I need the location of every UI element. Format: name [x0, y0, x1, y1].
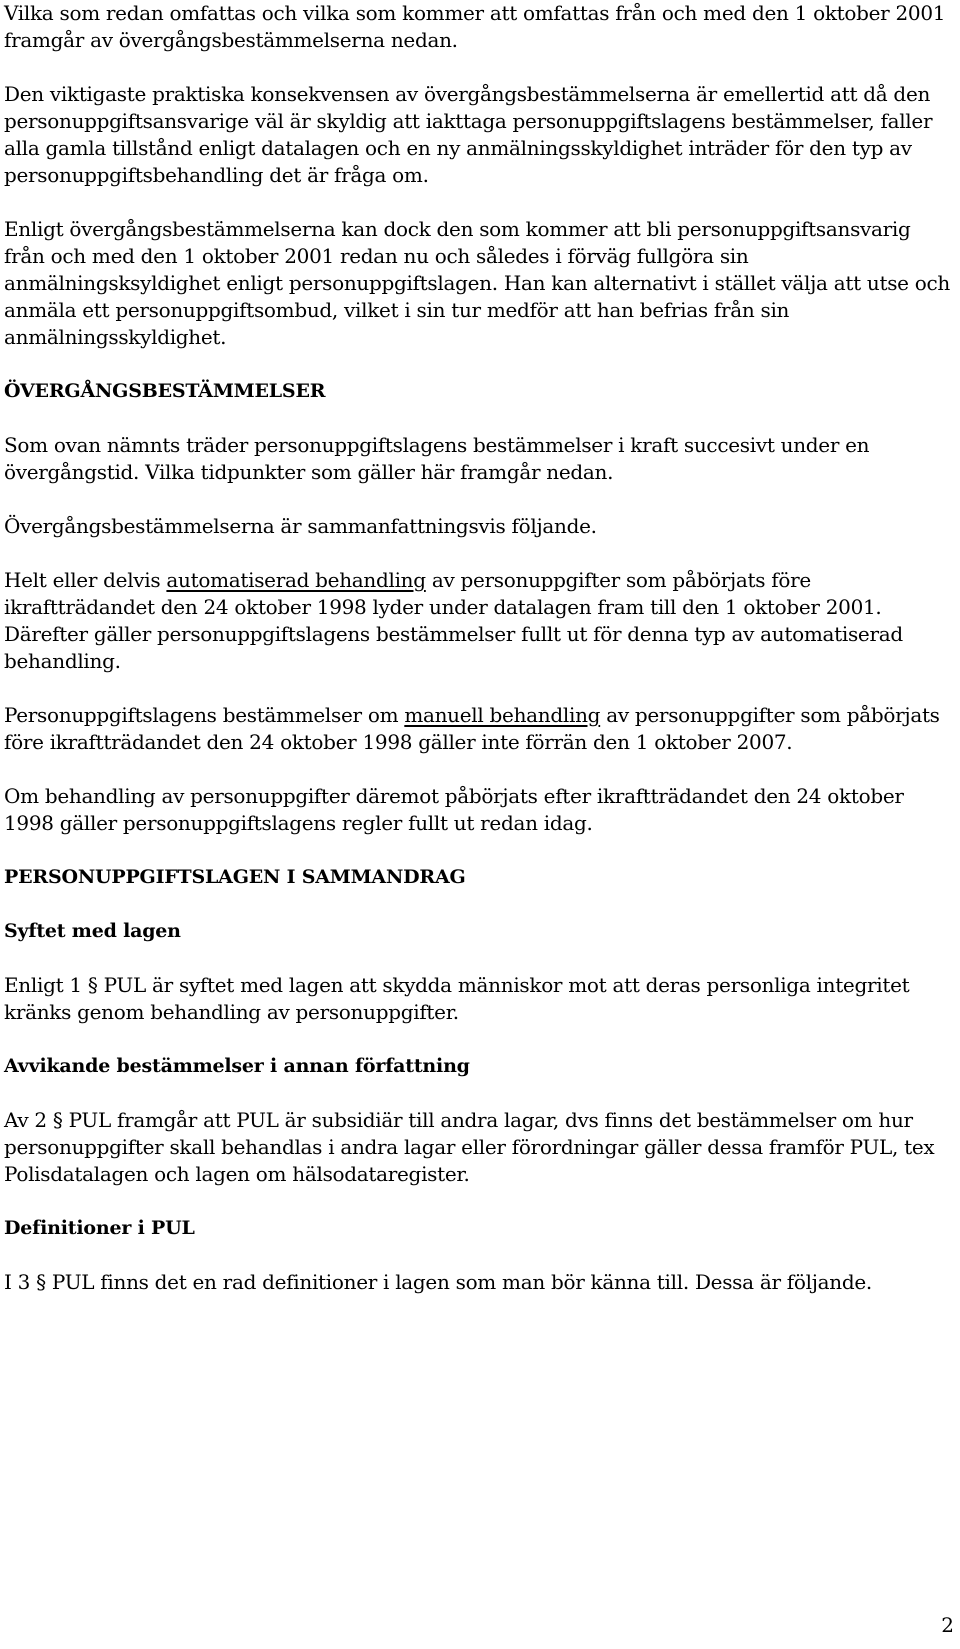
automated-processing-term: automatiserad behandling [166, 568, 426, 592]
avvikande-paragraph: Av 2 § PUL framgår att PUL är subsidiär till andra lagar, dvs finns det bestämmelser om hur personuppgifter skall behandlas i andra lagar eller förordningar gäller dessa framför PUL, tex Polisdatalagen och lagen om hälsodataregister. [4, 1108, 935, 1186]
manual-text-after: av personuppgifter som påbörjats före ikraftträdandet den 24 oktober 1998 gäller inte förrän den 1 oktober 2007. [4, 703, 940, 754]
page-number: 2 [941, 1613, 954, 1637]
overgang-intro-paragraph: Som ovan nämnts träder personuppgiftslagens bestämmelser i kraft succesivt under en övergångstid. Vilka tidpunkter som gäller här framgår nedan. [4, 433, 870, 484]
advance-notification-paragraph: Enligt övergångsbestämmelserna kan dock den som kommer att bli personuppgiftsansvarig från och med den 1 oktober 2001 redan nu och således i förväg fullgöra sin anmälningsksyldighet enligt personuppgiftslagen. Han kan alternativt i stället välja att utse och anmäla ett personuppgiftsombud, vilket i sin tur medför att han befrias från sin anmälningsskyldighet. [4, 217, 950, 349]
manual-processing-term: manuell behandling [404, 703, 601, 727]
consequence-paragraph: Den viktigaste praktiska konsekvensen av övergångsbestämmelserna är emellertid att då den personuppgiftsansvarige väl är skyldig att iakttaga personuppgiftslagens bestämmelser, faller alla gamla tillstånd enligt datalagen och en ny anmälningsskyldighet inträder för den typ av personuppgiftsbehandling det är fråga om. [4, 82, 933, 187]
manual-processing-paragraph [4, 702, 954, 756]
intro-paragraph: Vilka som redan omfattas och vilka som kommer att omfattas från och med den 1 oktober 2001 framgår av övergångsbestämmelserna nedan. [4, 1, 946, 52]
overgang-summary-paragraph: Övergångsbestämmelserna är sammanfattningsvis följande. [4, 514, 597, 538]
subheading-syftet: Syftet med lagen [4, 920, 181, 942]
document-page [4, 0, 954, 1296]
definitioner-paragraph: I 3 § PUL finns det en rad definitioner i lagen som man bör känna till. Dessa är följande. [4, 1270, 872, 1294]
post-1998-paragraph: Om behandling av personuppgifter däremot påbörjats efter ikraftträdandet den 24 oktober 1998 gäller personuppgiftslagens regler fullt ut redan idag. [4, 784, 904, 835]
subheading-definitioner: Definitioner i PUL [4, 1217, 195, 1239]
automated-text-after: av personuppgifter som påbörjats före ikraftträdandet den 24 oktober 1998 lyder under datalagen fram till den 1 oktober 2001. Därefter gäller personuppgiftslagens bestämmelser fullt ut för denna typ av automatiserad behandling. [4, 568, 903, 673]
automated-processing-paragraph [4, 567, 954, 675]
subheading-avvikande: Avvikande bestämmelser i annan författning [4, 1055, 470, 1077]
automated-text-before: Helt eller delvis [4, 568, 167, 592]
manual-text-before: Personuppgiftslagens bestämmelser om [4, 703, 405, 727]
section-heading-pul-sammandrag: PERSONUPPGIFTSLAGEN I SAMMANDRAG [4, 866, 466, 888]
section-heading-overgangsbestammelser: ÖVERGÅNGSBESTÄMMELSER [4, 380, 326, 402]
syftet-paragraph: Enligt 1 § PUL är syftet med lagen att skydda människor mot att deras personliga integritet kränks genom behandling av personuppgifter. [4, 973, 910, 1024]
